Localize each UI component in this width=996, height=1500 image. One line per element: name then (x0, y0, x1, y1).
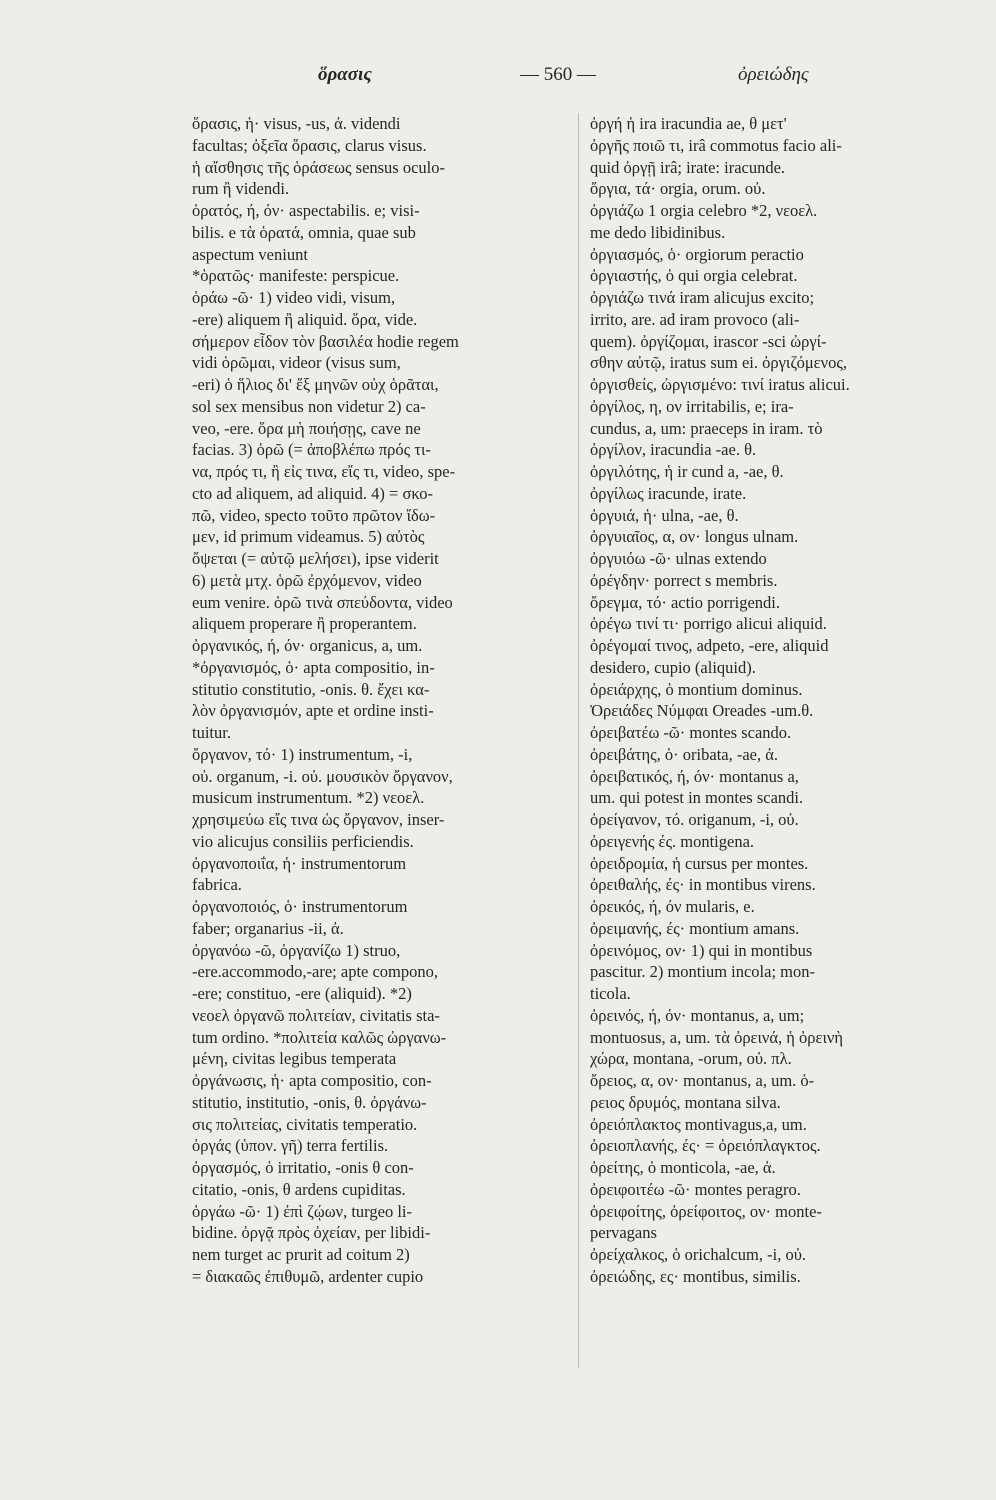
text-line: cundus, a, um: praeceps in iram. τὸ (590, 418, 823, 438)
text-line: ὀρειόπλακτος montivagus,a, um. (590, 1114, 807, 1134)
text-line: *ὀργανισμός, ὁ· apta compositio, in- (192, 657, 435, 677)
text-line: ὀργιλότης, ἡ ir cund a, -ae, θ. (590, 462, 784, 481)
text-line: ὀρειώδης, ες· montibus, similis. (590, 1266, 801, 1286)
text-line: ticola. (590, 984, 631, 1003)
text-line: -ere; constituo, -ere (aliquid). *2) (192, 984, 412, 1003)
text-line: ὀργισθείς, ὠργισμένο: τινί iratus alicui. (590, 375, 850, 394)
text-line: ὁράω -ῶ· 1) video vidi, visum, (192, 288, 396, 307)
text-line: ὀρέγομαί τινος, adpeto, -ere, aliquid (590, 636, 829, 655)
text-line: ὀρείτης, ὁ monticola, -ae, ἀ. (590, 1158, 776, 1177)
text-line: um. qui potest in montes scandi. (590, 788, 804, 808)
text-line: να, πρός τι, ἢ εἰς τινα, εἴς τι, video, spe- (192, 462, 456, 481)
text-line: citatio, -onis, θ ardens cupiditas. (192, 1179, 406, 1199)
text-line: ὀργυιόω -ῶ· ulnas extendo (590, 549, 767, 568)
text-line: me dedo libidinibus. (590, 222, 726, 242)
text-line: ὀργανοποιΐα, ἡ· instrumentorum (192, 853, 407, 873)
text-line: vidi ὁρῶμαι, videor (visus sum, (192, 353, 401, 373)
text-line: rum ἢ videndi. (192, 179, 290, 199)
text-line: ὀργιάζω 1 orgia celebro *2, νεοελ. (590, 201, 818, 220)
text-line: facultas; ὀξεῖα ὅρασις, clarus visus. (192, 135, 427, 155)
text-line: μένη, civitas legibus temperata (192, 1049, 397, 1069)
text-line: quem). ὀργίζομαι, irascor -sci ὠργί- (590, 331, 827, 351)
text-line: ὀργάς (ὑπον. γῆ) terra fertilis. (192, 1136, 389, 1156)
text-line: sol sex mensibus non videtur 2) ca- (192, 396, 426, 416)
text-line: tuitur. (192, 723, 231, 742)
running-header (0, 64, 996, 94)
text-line: ὀργιάζω τινά iram alicujus excito; (590, 288, 815, 307)
text-line: ὅρασις, ἡ· visus, -us, ἀ. videndi (192, 114, 401, 133)
text-line: ρειος δρυμός, montana silva. (590, 1092, 781, 1112)
text-line: ὀργανόω -ῶ, ὀργανίζω 1) struo, (192, 940, 401, 960)
page-number: — 560 — (520, 64, 596, 85)
text-line: vio alicujus consiliis perficiendis. (192, 831, 414, 851)
text-line: ὄρεγμα, τό· actio porrigendi. (590, 592, 780, 612)
text-line: ὀρειβάτης, ὁ· oribata, -ae, ἀ. (590, 744, 779, 764)
text-line: bidine. ὀργᾷ πρὸς ὀχείαν, per libidi- (192, 1223, 431, 1243)
text-line: desidero, cupio (aliquid). (590, 657, 756, 677)
text-line: χώρα, montana, -orum, οὐ. πλ. (590, 1049, 792, 1069)
text-line: ὀργανικός, ή, όν· organicus, a, um. (192, 636, 423, 655)
text-line: ὀργίλως iracunde, irate. (590, 483, 747, 503)
text-line: ὀρέγδην· porrect s membris. (590, 570, 778, 590)
header-left-guideword: ὅρασις (318, 64, 372, 85)
text-line: μεν, id primum videamus. 5) αὐτὸς (192, 527, 425, 547)
text-line: ὄρειος, α, ον· montanus, a, um. ὁ- (590, 1071, 815, 1090)
text-line: -ere.accommodo,-are; apte compono, (192, 962, 439, 982)
text-line: ὀρείγανον, τό. origanum, -i, οὐ. (590, 810, 799, 829)
text-line: ὄψεται (= αὐτῷ μελήσει), ipse viderit (192, 549, 439, 568)
text-line: ὀργάω -ῶ· 1) ἐπὶ ζῴων, turgeo li- (192, 1201, 412, 1221)
text-line: 6) μετὰ μτχ. ὁρῶ ἐρχόμενον, video (192, 570, 422, 590)
text-line: ὀργάνωσις, ἡ· apta compositio, con- (192, 1071, 432, 1090)
text-line: bilis. e τὰ ὁρατά, omnia, quae sub (192, 222, 416, 242)
text-line: Ὀρειάδες Νύμφαι Oreades -um.θ. (590, 701, 814, 721)
text-line: facias. 3) ὁρῶ (= ἀποβλέπω πρός τι- (192, 440, 431, 460)
text-line: σις πολιτείας, civitatis temperatio. (192, 1114, 418, 1134)
text-line: veo, -ere. ὅρα μὴ ποιήσῃς, cave ne (192, 418, 421, 438)
text-line: ὀρειβατέω -ῶ· montes scando. (590, 723, 792, 742)
text-line: ὀργυιά, ἡ· ulna, -ae, θ. (590, 505, 739, 525)
text-line: quid ὀργῇ irâ; irate: iracunde. (590, 157, 786, 177)
text-line: fabrica. (192, 875, 242, 895)
text-line: ὀρέγω τινί τι· porrigo alicui aliquid. (590, 614, 827, 634)
text-line: νεοελ ὀργανῶ πολιτείαν, civitatis sta- (192, 1005, 440, 1025)
column-divider (578, 113, 579, 1368)
text-line: stitutio, institutio, -onis, θ. ὀργάνω- (192, 1092, 427, 1112)
text-line: pascitur. 2) montium incola; mon- (590, 962, 816, 982)
text-line: *ὁρατῶς· manifeste: perspicue. (192, 266, 400, 286)
header-right-guideword: ὀρειώδης (738, 64, 809, 85)
text-line: ἡ αἴσθησις τῆς ὁράσεως sensus oculo- (192, 157, 446, 177)
text-line: ὀργιασμός, ὁ· orgiorum peractio (590, 244, 804, 264)
left-column (192, 113, 568, 1373)
text-line: nem turget ac prurit ad coitum 2) (192, 1245, 410, 1264)
right-column (590, 113, 964, 1373)
text-line: ὀρειγενής ές. montigena. (590, 831, 755, 851)
text-line: stitutio constitutio, -onis. θ. ἔχει κα- (192, 679, 430, 699)
text-line: ὀρεικός, ή, όν mularis, e. (590, 897, 755, 916)
text-line: χρησιμεύω εἴς τινα ὡς ὄργανον, inser- (192, 810, 445, 829)
text-line: ὀργανοποιός, ὁ· instrumentorum (192, 897, 408, 916)
text-line: ὁρατός, ή, όν· aspectabilis. e; visi- (192, 201, 420, 220)
text-line: musicum instrumentum. *2) νεοελ. (192, 788, 425, 808)
text-line: aspectum veniunt (192, 244, 308, 264)
text-line: ὀρεινός, ή, όν· montanus, a, um; (590, 1005, 805, 1025)
text-line: pervagans (590, 1223, 657, 1243)
text-line: eum venire. ὁρῶ τινὰ σπεύδοντα, video (192, 592, 453, 612)
text-line: ὀργίλον, iracundia -ae. θ. (590, 440, 757, 460)
text-line: ὀργιαστής, ὁ qui orgia celebrat. (590, 266, 798, 286)
text-line: tum ordino. *πολιτεία καλῶς ὠργανω- (192, 1027, 447, 1047)
text-line: irrito, are. ad iram provoco (ali- (590, 309, 800, 329)
text-line: ὀρειθαλής, ές· in montibus virens. (590, 875, 816, 895)
text-line: πῶ, video, specto τοῦτο πρῶτον ἴδω- (192, 505, 436, 525)
text-line: ὀρειμανής, ές· montium amans. (590, 918, 800, 938)
text-line: -eri) ὁ ἥλιος δι' ἕξ μηνῶν οὐχ ὁρᾶται, (192, 375, 439, 394)
text-line: faber; organarius -ii, ἀ. (192, 918, 344, 938)
text-line: ὄργια, τά· orgia, orum. οὐ. (590, 179, 766, 199)
text-line: οὐ. organum, -i. οὐ. μουσικὸν ὄργανον, (192, 766, 453, 786)
text-line: aliquem properare ἢ properantem. (192, 614, 417, 634)
text-line: ὀργίλος, η, ον irritabilis, e; ira- (590, 396, 794, 416)
text-line: ὀρειβατικός, ή, όν· montanus a, (590, 766, 799, 786)
text-line: -ere) aliquem ἢ aliquid. ὅρα, vide. (192, 309, 418, 329)
text-line: ὀργυιαῖος, α, ον· longus ulnam. (590, 527, 799, 547)
text-line: σήμερον εἶδον τὸν βασιλέα hodie regem (192, 331, 459, 351)
text-line: ὀρειάρχης, ὁ montium dominus. (590, 679, 803, 699)
text-line: cto ad aliquem, ad aliquid. 4) = σκο- (192, 483, 434, 503)
text-line: ὄργανον, τό· 1) instrumentum, -i, (192, 744, 413, 764)
text-line: λὸν ὀργανισμόν, apte et ordine insti- (192, 701, 434, 721)
text-line: ὀρειφοίτης, ὀρείφοιτος, ον· monte- (590, 1201, 822, 1221)
text-line: montuosus, a, um. τὰ ὀρεινά, ἡ ὀρεινὴ (590, 1027, 843, 1047)
text-line: ὀργῆς ποιῶ τι, irâ commotus facio ali- (590, 135, 842, 155)
text-line: ὀρειοπλανής, ές· = ὀρειόπλαγκτος. (590, 1136, 821, 1156)
text-line: ὀρειφοιτέω -ῶ· montes peragro. (590, 1179, 801, 1199)
text-line: ὀρειδρομία, ἡ cursus per montes. (590, 853, 809, 873)
text-line: ὀργή ἡ ira iracundia ae, θ μετ' (590, 114, 787, 133)
text-line: = διακαῶς ἐπιθυμῶ, ardenter cupio (192, 1266, 424, 1286)
text-line: ὀργασμός, ὁ irritatio, -onis θ con- (192, 1158, 414, 1177)
text-line: ὀρεινόμος, ον· 1) qui in montibus (590, 940, 813, 960)
text-line: ὀρείχαλκος, ὁ orichalcum, -i, οὐ. (590, 1245, 807, 1264)
text-line: σθην αὐτῷ, iratus sum ei. ὀργιζόμενος, (590, 353, 847, 373)
